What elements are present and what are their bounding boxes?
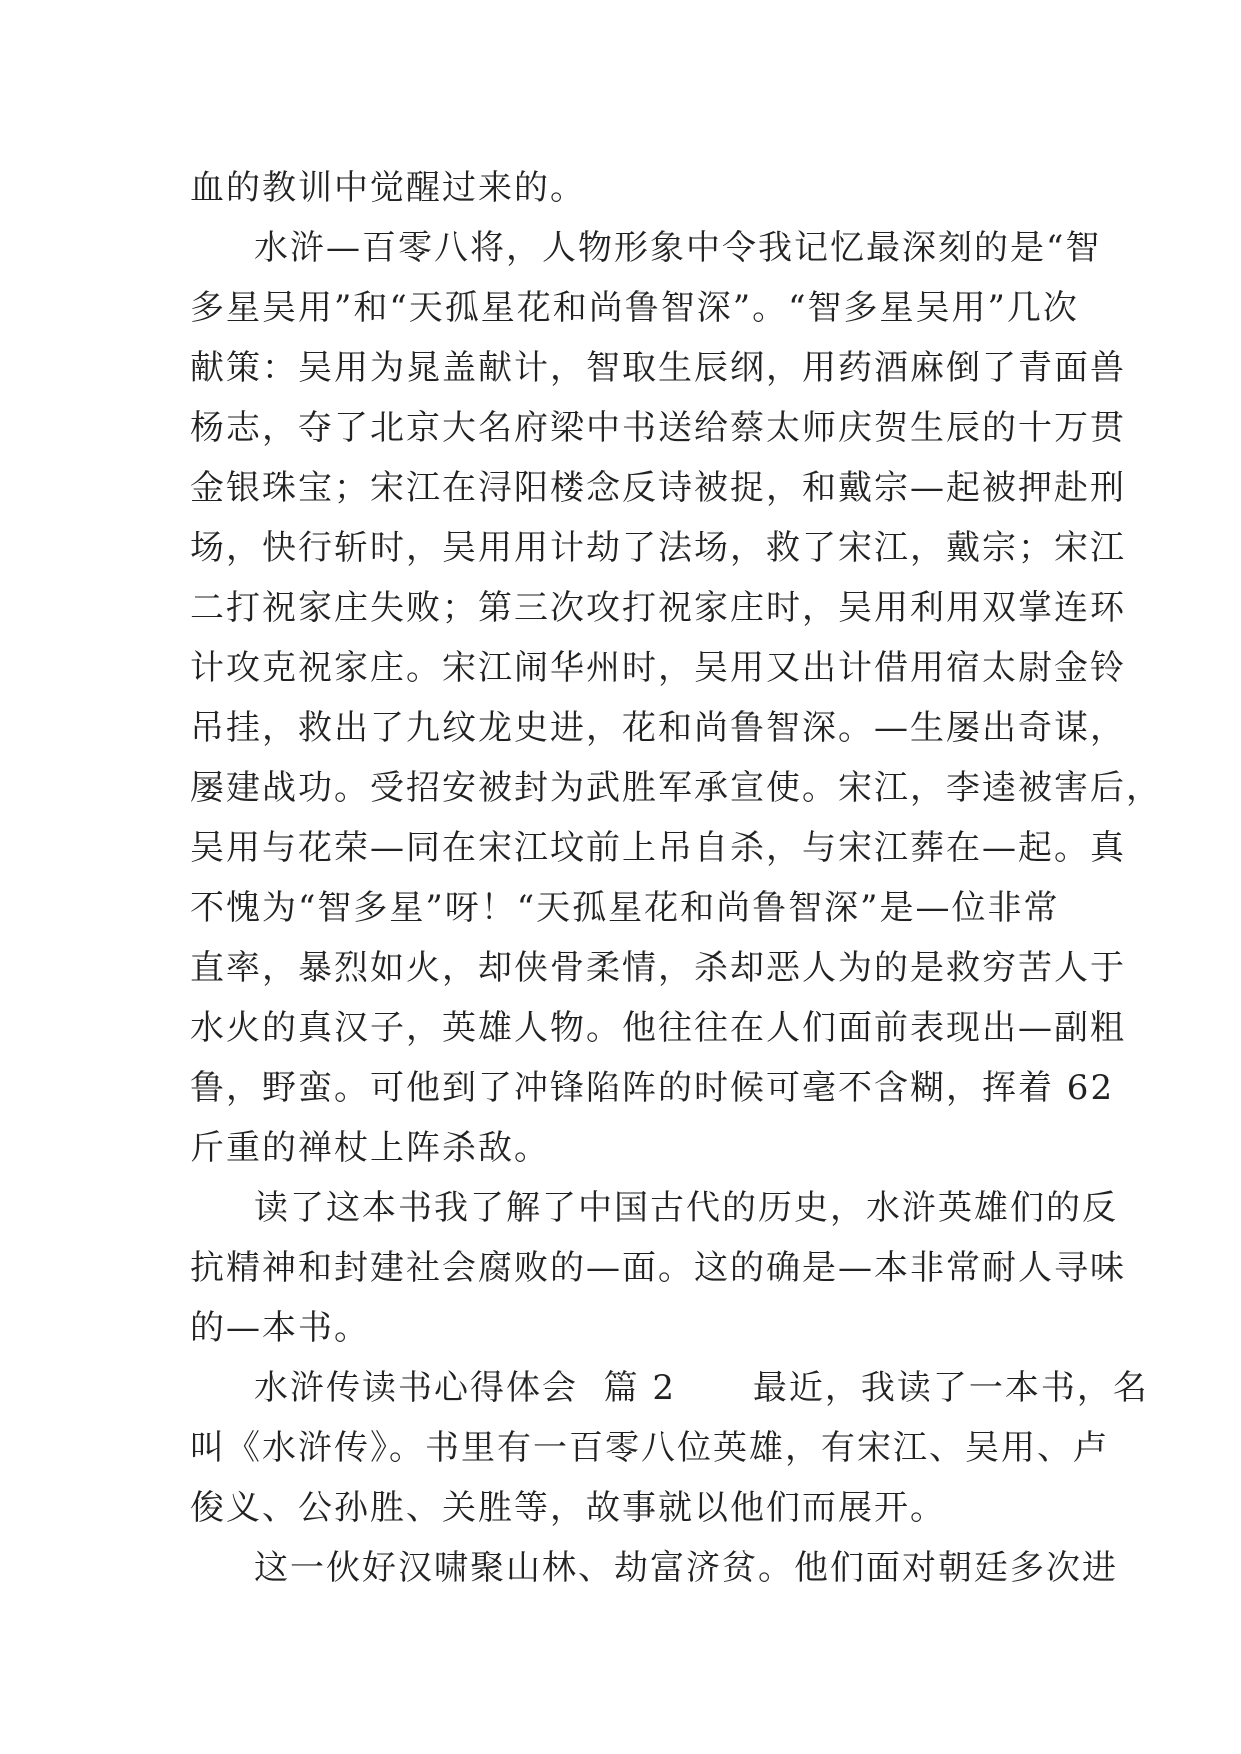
text-line: 直率，暴烈如火，却侠骨柔情，杀却恶人为的是救穷苦人于 [190, 948, 1126, 988]
body-text [190, 158, 1162, 1598]
text-line: 水火的真汉子，英雄人物。他往往在人们面前表现出—副粗 [190, 1008, 1126, 1048]
text-line: 斤重的禅杖上阵杀敌。 [190, 1128, 550, 1168]
text-line: 杨志，夺了北京大名府梁中书送给蔡太师庆贺生辰的十万贯 [190, 408, 1126, 448]
text-line: 血的教训中觉醒过来的。 [190, 168, 586, 208]
text-line: 俊义、公孙胜、关胜等，故事就以他们而展开。 [190, 1488, 946, 1528]
text-line: 这一伙好汉啸聚山林、劫富济贫。他们面对朝廷多次进 [254, 1548, 1118, 1588]
text-line: 金银珠宝；宋江在浔阳楼念反诗被捉，和戴宗—起被押赴刑 [190, 468, 1126, 508]
text-line: 计攻克祝家庄。宋江闹华州时，吴用又出计借用宿太尉金铃 [190, 648, 1126, 688]
text-line: 屡建战功。受招安被封为武胜军承宣使。宋江，李逵被害后， [190, 768, 1162, 808]
text-line: 吴用与花荣—同在宋江坟前上吊自杀，与宋江葬在—起。真 [190, 828, 1126, 868]
text-line: 不愧为“智多星”呀！“天孤星花和尚鲁智深”是—位非常 [190, 888, 1060, 928]
text-line: 抗精神和封建社会腐败的—面。这的确是—本非常耐人寻味 [190, 1248, 1126, 1288]
text-line: 多星吴用”和“天孤星花和尚鲁智深”。“智多星吴用”几次 [190, 288, 1079, 328]
text-line: 二打祝家庄失败；第三次攻打祝家庄时，吴用利用双掌连环 [190, 588, 1126, 628]
text-line: 水浒传读书心得体会 篇 2 最近，我读了一本书，名 [254, 1368, 1149, 1408]
text-line: 鲁，野蛮。可他到了冲锋陷阵的时候可毫不含糊，挥着 62 [190, 1068, 1115, 1108]
text-line: 场，快行斩时，吴用用计劫了法场，救了宋江，戴宗；宋江 [190, 528, 1126, 568]
text-line: 叫《水浒传》。书里有一百零八位英雄，有宋江、吴用、卢 [190, 1428, 1109, 1468]
text-line: 水浒—百零八将，人物形象中令我记忆最深刻的是“智 [254, 228, 1102, 268]
text-line: 的—本书。 [190, 1308, 370, 1348]
text-line: 读了这本书我了解了中国古代的历史，水浒英雄们的反 [254, 1188, 1118, 1228]
text-line: 吊挂，救出了九纹龙史进，花和尚鲁智深。—生屡出奇谋， [190, 708, 1126, 748]
text-line: 献策：吴用为晁盖献计，智取生辰纲，用药酒麻倒了青面兽 [190, 348, 1126, 388]
